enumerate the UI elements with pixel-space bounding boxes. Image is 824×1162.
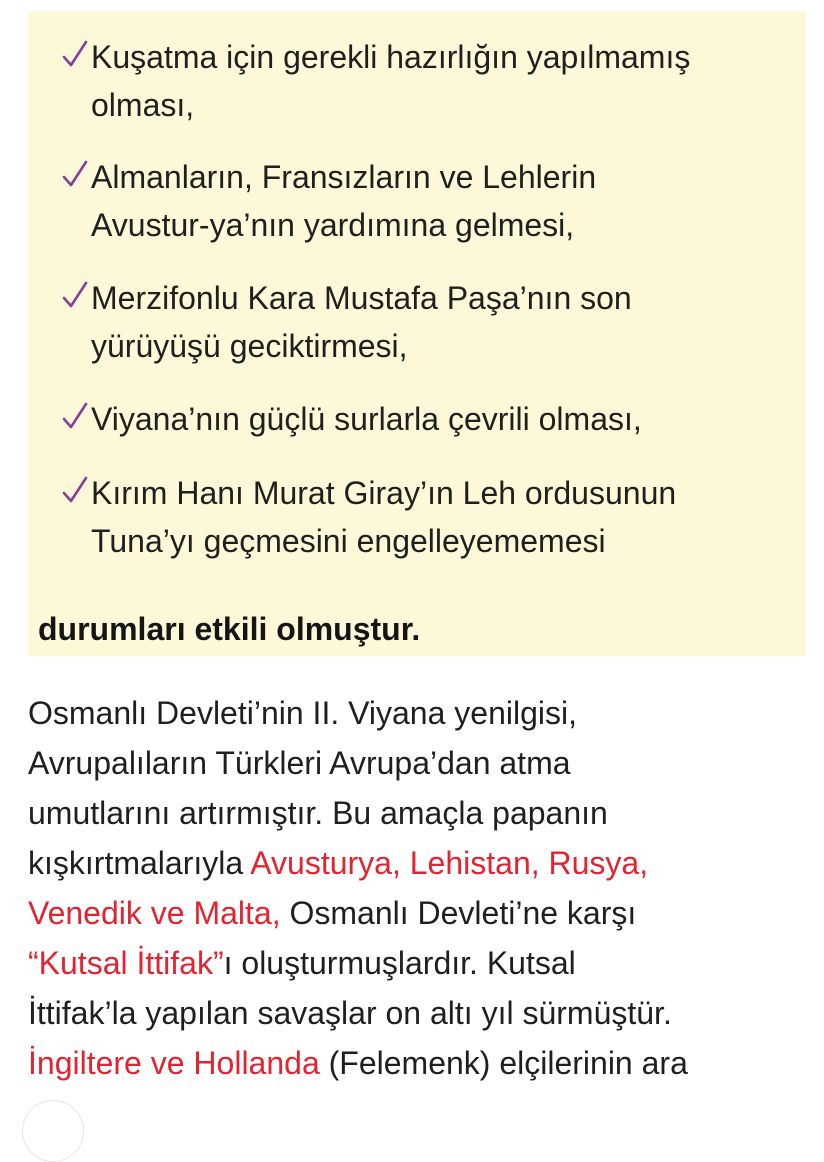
paragraph-text: kışkırtmalarıyla bbox=[28, 845, 251, 881]
paragraph-line: umutlarını artırmıştır. Bu amaçla papanın bbox=[28, 795, 608, 831]
check-icon bbox=[60, 399, 90, 433]
list-item-line: Viyana’nın güçlü surlarla çevrili olması, bbox=[91, 401, 642, 437]
highlighted-term: “Kutsal İttifak” bbox=[28, 945, 224, 981]
paragraph-line: İttifak’la yapılan savaşlar on altı yıl sürmüştür. bbox=[28, 995, 672, 1031]
list-item-text bbox=[91, 469, 801, 565]
paragraph-text: (Felemenk) elçilerinin ara bbox=[319, 1045, 688, 1081]
list-item-text bbox=[91, 153, 801, 249]
paragraph-text: Osmanlı Devleti’ne karşı bbox=[280, 895, 637, 931]
check-icon bbox=[60, 278, 90, 312]
list-item-line: Tuna’yı geçmesini engelleyememesi bbox=[91, 523, 606, 559]
list-item-line: olması, bbox=[91, 87, 195, 123]
list-item-text bbox=[91, 33, 801, 129]
list-item-line: yürüyüşü geciktirmesi, bbox=[91, 328, 408, 364]
paragraph-line: Osmanlı Devleti’nin II. Viyana yenilgisi, bbox=[28, 695, 577, 731]
list-item-line: Almanların, Fransızların ve Lehlerin bbox=[91, 159, 597, 195]
highlighted-countries: Venedik ve Malta, bbox=[28, 895, 281, 931]
conclusion-text: durumları etkili olmuştur. bbox=[38, 611, 421, 647]
highlighted-countries: İngiltere ve Hollanda bbox=[28, 1045, 320, 1081]
list-item-text bbox=[91, 395, 801, 443]
check-icon bbox=[60, 473, 90, 507]
paragraph-line bbox=[28, 888, 818, 938]
paragraph-line bbox=[28, 838, 818, 888]
highlighted-countries: Avusturya, Lehistan, Rusya, bbox=[250, 845, 649, 881]
body-paragraph bbox=[28, 688, 818, 1088]
floating-circle-button[interactable] bbox=[22, 1100, 84, 1162]
check-icon bbox=[60, 157, 90, 191]
check-icon bbox=[60, 37, 90, 71]
paragraph-line: Avrupalıların Türkleri Avrupa’dan atma bbox=[28, 745, 571, 781]
list-item-line: Avustur-ya’nın yardımına gelmesi, bbox=[91, 207, 575, 243]
list-item-line: Merzifonlu Kara Mustafa Paşa’nın son bbox=[91, 280, 632, 316]
list-item-text bbox=[91, 274, 801, 370]
paragraph-line bbox=[28, 938, 818, 988]
paragraph-text: ı oluşturmuşlardır. Kutsal bbox=[223, 945, 576, 981]
list-item-line: Kuşatma için gerekli hazırlığın yapılmamış bbox=[91, 39, 691, 75]
list-item-line: Kırım Hanı Murat Giray’ın Leh ordusunun bbox=[91, 475, 677, 511]
summary-box bbox=[28, 11, 806, 656]
paragraph-line bbox=[28, 1038, 818, 1088]
